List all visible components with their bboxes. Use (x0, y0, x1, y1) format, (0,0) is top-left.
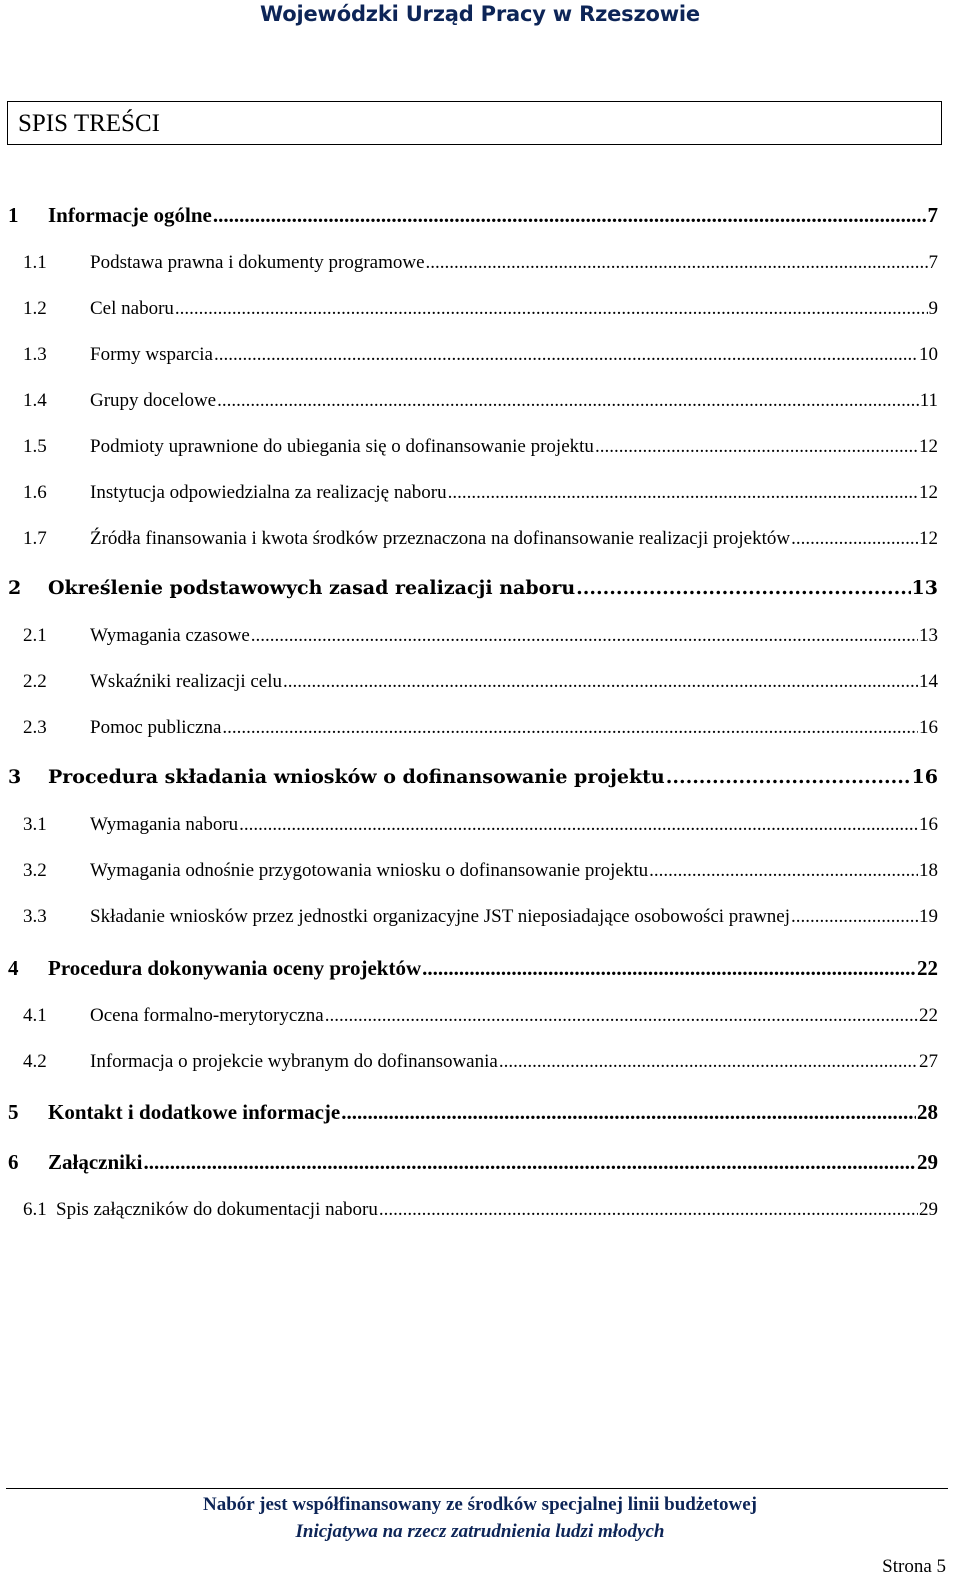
toc-entry-page: 29 (919, 1199, 938, 1220)
toc-entry-title: Podstawa prawna i dokumenty programowe (90, 252, 425, 273)
toc-entry-number: 2 (8, 577, 22, 599)
toc-leader-dots (325, 1003, 918, 1029)
toc-entry-number: 1.5 (23, 436, 47, 457)
toc-section-row[interactable] (23, 296, 938, 322)
toc-leader-dots (213, 201, 927, 229)
toc-chapter-row[interactable] (8, 763, 938, 791)
toc-section-row[interactable] (23, 1197, 938, 1223)
toc-entry-page: 7 (928, 252, 938, 273)
toc-entry-title: Pomoc publiczna (90, 717, 222, 738)
toc-section-row[interactable] (23, 715, 938, 741)
toc-entry-page: 19 (919, 906, 938, 927)
toc-leader-dots (222, 715, 918, 741)
toc-entry-number: 2.3 (23, 717, 47, 738)
toc-leader-dots (649, 858, 918, 884)
document-header: Wojewódzki Urząd Pracy w Rzeszowie (260, 2, 700, 26)
toc-entry-page: 13 (919, 625, 938, 646)
toc-entry-page: 18 (919, 860, 938, 881)
toc-entry-page: 22 (919, 1005, 938, 1026)
toc-entry-page: 14 (919, 671, 938, 692)
toc-chapter-row[interactable] (8, 1148, 938, 1176)
toc-entry-title: Wskaźniki realizacji celu (90, 671, 283, 692)
toc-leader-dots (217, 388, 919, 414)
toc-entry-number: 6 (8, 1150, 19, 1174)
toc-entry-page: 16 (919, 814, 938, 835)
toc-entry-page: 22 (917, 956, 938, 980)
toc-entry-title: Instytucja odpowiedzialna za realizację naboru (90, 482, 447, 503)
toc-entry-number: 1.7 (23, 528, 47, 549)
toc-entry-page: 13 (911, 577, 938, 599)
toc-chapter-row[interactable] (8, 574, 938, 602)
toc-entry-title: Spis załączników do dokumentacji naboru (56, 1199, 378, 1220)
toc-leader-dots (283, 669, 918, 695)
toc-chapter-row[interactable] (8, 1098, 938, 1126)
toc-entry-number: 1.1 (23, 252, 47, 273)
page-number: Strona 5 (882, 1556, 946, 1577)
toc-section-row[interactable] (23, 342, 938, 368)
toc-leader-dots (214, 342, 918, 368)
toc-entry-number: 3.2 (23, 860, 47, 881)
toc-entry-number: 2.2 (23, 671, 47, 692)
toc-leader-dots (251, 623, 918, 649)
toc-section-row[interactable] (23, 388, 938, 414)
toc-leader-dots (666, 763, 911, 791)
toc-entry-page: 11 (919, 390, 938, 411)
toc-section-row[interactable] (23, 1049, 938, 1075)
toc-leader-dots (448, 480, 918, 506)
toc-entry-title: Podmioty uprawnione do ubiegania się o dofinansowanie projektu (90, 436, 594, 457)
toc-section-row[interactable] (23, 480, 938, 506)
toc-chapter-row[interactable] (8, 201, 938, 229)
toc-entry-title: Cel naboru (90, 298, 174, 319)
toc-leader-dots (576, 574, 910, 602)
toc-entry-number: 1.3 (23, 344, 47, 365)
toc-leader-dots (341, 1098, 916, 1126)
toc-leader-dots (144, 1148, 916, 1176)
toc-leader-dots (499, 1049, 918, 1075)
toc-entry-number: 2.1 (23, 625, 47, 646)
toc-entry-number: 1.2 (23, 298, 47, 319)
toc-section-row[interactable] (23, 623, 938, 649)
toc-section-row[interactable] (23, 812, 938, 838)
toc-section-row[interactable] (23, 434, 938, 460)
toc-entry-number: 4.1 (23, 1005, 47, 1026)
toc-entry-number: 3.1 (23, 814, 47, 835)
toc-section-row[interactable] (23, 250, 938, 276)
toc-entry-number: 1.6 (23, 482, 47, 503)
toc-entry-page: 12 (919, 528, 938, 549)
toc-entry-page: 29 (917, 1150, 938, 1174)
toc-entry-page: 10 (919, 344, 938, 365)
footer-funding-note: Nabór jest współfinansowany ze środków specjalnej linii budżetowej (202, 1494, 757, 1515)
toc-entry-page: 12 (919, 436, 938, 457)
toc-entry-title: Procedura dokonywania oceny projektów (48, 956, 422, 980)
toc-entry-title: Procedura składania wniosków o dofinansowanie projektu (48, 766, 665, 788)
toc-entry-title: Wymagania odnośnie przygotowania wniosku o dofinansowanie projektu (90, 860, 649, 881)
toc-section-row[interactable] (23, 526, 938, 552)
toc-entry-title: Załączniki (48, 1150, 143, 1174)
toc-entry-page: 9 (928, 298, 938, 319)
toc-entry-number: 3.3 (23, 906, 47, 927)
toc-entry-number: 6.1 (23, 1199, 47, 1220)
toc-entry-page: 16 (911, 766, 938, 788)
toc-entry-page: 16 (919, 717, 938, 738)
toc-entry-title: Formy wsparcia (90, 344, 213, 365)
toc-entry-title: Informacje ogólne (48, 203, 212, 227)
footer-divider (6, 1488, 948, 1489)
toc-title: SPIS TREŚCI (18, 110, 160, 137)
toc-leader-dots (175, 296, 928, 322)
toc-entry-page: 12 (919, 482, 938, 503)
toc-entry-number: 3 (8, 766, 22, 788)
toc-entry-number: 5 (8, 1100, 19, 1124)
toc-section-row[interactable] (23, 858, 938, 884)
toc-entry-title: Ocena formalno-merytoryczna (90, 1005, 324, 1026)
footer-initiative-name: Inicjatywa na rzecz zatrudnienia ludzi młodych (295, 1521, 665, 1542)
toc-entry-title: Składanie wniosków przez jednostki organizacyjne JST nieposiadające osobowości prawnej (90, 906, 791, 927)
toc-entry-number: 1.4 (23, 390, 47, 411)
toc-entry-title: Określenie podstawowych zasad realizacji naboru (48, 577, 576, 599)
toc-entry-number: 4.2 (23, 1051, 47, 1072)
toc-leader-dots (379, 1197, 918, 1223)
toc-section-row[interactable] (23, 1003, 938, 1029)
toc-entry-page: 27 (919, 1051, 938, 1072)
toc-entry-title: Wymagania czasowe (90, 625, 250, 646)
toc-chapter-row[interactable] (8, 954, 938, 982)
toc-entry-page: 7 (927, 203, 938, 227)
toc-section-row[interactable] (23, 669, 938, 695)
toc-leader-dots (791, 904, 918, 930)
toc-entry-title: Grupy docelowe (90, 390, 217, 411)
toc-entry-title: Kontakt i dodatkowe informacje (48, 1100, 341, 1124)
toc-entry-number: 4 (8, 956, 19, 980)
toc-leader-dots (595, 434, 918, 460)
toc-leader-dots (239, 812, 918, 838)
toc-leader-dots (426, 250, 928, 276)
toc-entry-number: 1 (8, 203, 19, 227)
toc-entry-title: Informacja o projekcie wybranym do dofinansowania (90, 1051, 498, 1072)
toc-entry-title: Wymagania naboru (90, 814, 239, 835)
toc-leader-dots (422, 954, 916, 982)
toc-leader-dots (791, 526, 918, 552)
toc-section-row[interactable] (23, 904, 938, 930)
toc-title-box (7, 101, 942, 145)
toc-entry-page: 28 (917, 1100, 938, 1124)
toc-entry-title: Źródła finansowania i kwota środków przeznaczona na dofinansowanie realizacji projektów (90, 528, 791, 549)
